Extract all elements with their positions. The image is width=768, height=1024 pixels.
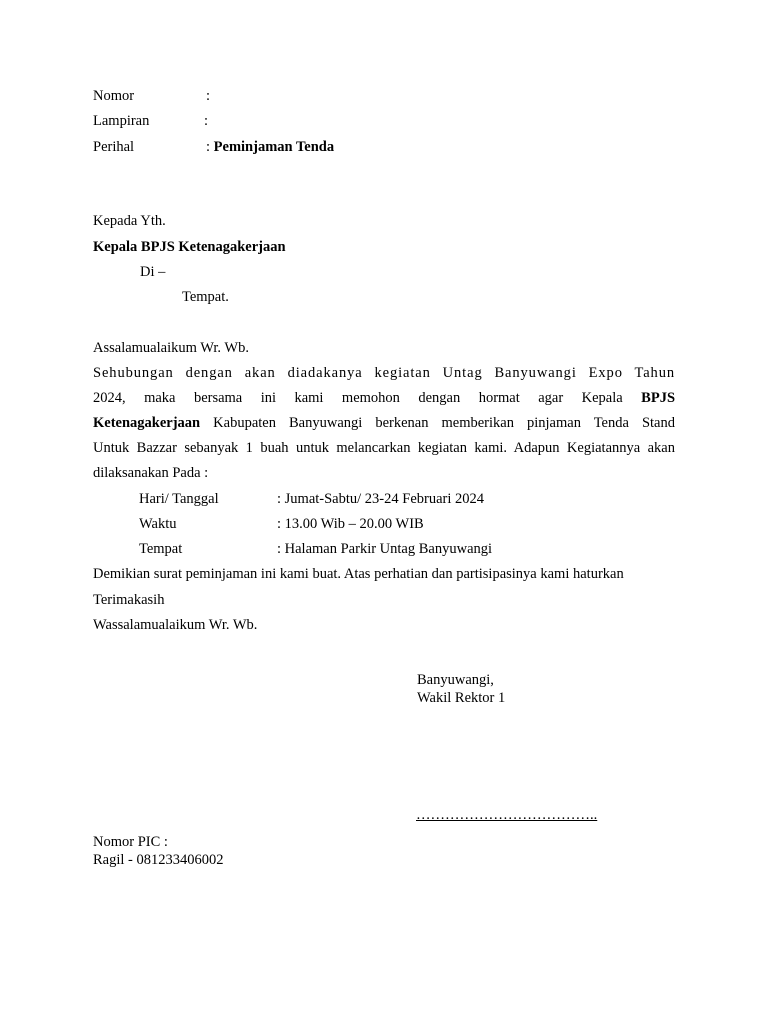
perihal-value bbox=[206, 140, 334, 155]
closing-line-1: Demikian surat peminjaman ini kami buat. Atas perhatian dan partisipasinya kami haturkan bbox=[93, 566, 624, 582]
schedule-label-time: Waktu bbox=[139, 516, 177, 532]
letter-body bbox=[93, 361, 675, 486]
body-line-2 bbox=[93, 386, 675, 411]
body-line-2-bold: BPJS bbox=[641, 390, 676, 406]
schedule-value-date: : Jumat-Sabtu/ 23-24 Februari 2024 bbox=[277, 491, 485, 507]
body-line-3-bold: Ketenagakerjaan bbox=[93, 415, 201, 431]
signature-line: ……………………………….. bbox=[416, 807, 598, 823]
opening-salutation: Assalamualaikum Wr. Wb. bbox=[93, 340, 249, 356]
lampiran-label: Lampiran bbox=[93, 113, 150, 129]
recipient-place: Tempat. bbox=[182, 289, 229, 305]
recipient-greeting: Kepada Yth. bbox=[93, 213, 166, 229]
contact-value: Ragil - 081233406002 bbox=[93, 852, 224, 868]
signature-title: Wakil Rektor 1 bbox=[417, 690, 506, 706]
recipient-di: Di – bbox=[140, 264, 166, 280]
schedule-label-date: Hari/ Tanggal bbox=[139, 491, 219, 507]
body-line-4: Untuk Bazzar sebanyak 1 buah untuk melancarkan kegiatan kami. Adapun Kegiatannya akan bbox=[93, 440, 675, 456]
schedule-value-place: : Halaman Parkir Untag Banyuwangi bbox=[277, 541, 493, 557]
contact-label: Nomor PIC : bbox=[93, 834, 168, 850]
schedule-value-time: : 13.00 Wib – 20.00 WIB bbox=[277, 516, 424, 532]
nomor-colon: : bbox=[206, 88, 211, 104]
body-line-5: dilaksanakan Pada : bbox=[93, 465, 209, 481]
body-line-2-text: 2024, maka bersama ini kami memohon dengan hormat agar Kepala bbox=[93, 390, 623, 406]
perihal-label: Perihal bbox=[93, 139, 135, 155]
recipient-name: Kepala BPJS Ketenagakerjaan bbox=[93, 239, 286, 255]
schedule-label-place: Tempat bbox=[139, 541, 183, 557]
body-line-3-text: Kabupaten Banyuwangi berkenan memberikan pinjaman Tenda Stand bbox=[213, 415, 675, 431]
perihal-colon: : bbox=[206, 139, 211, 155]
signature-city: Banyuwangi, bbox=[417, 672, 494, 688]
closing-salutation: Wassalamualaikum Wr. Wb. bbox=[93, 617, 258, 633]
perihal-subject: Peminjaman Tenda bbox=[213, 139, 335, 155]
body-line-1: Sehubungan dengan akan diadakanya kegiatan Untag Banyuwangi Expo Tahun bbox=[93, 365, 675, 381]
body-line-3 bbox=[93, 411, 675, 436]
lampiran-colon: : bbox=[204, 113, 209, 129]
nomor-label: Nomor bbox=[93, 88, 135, 104]
closing-line-2: Terimakasih bbox=[93, 592, 165, 608]
